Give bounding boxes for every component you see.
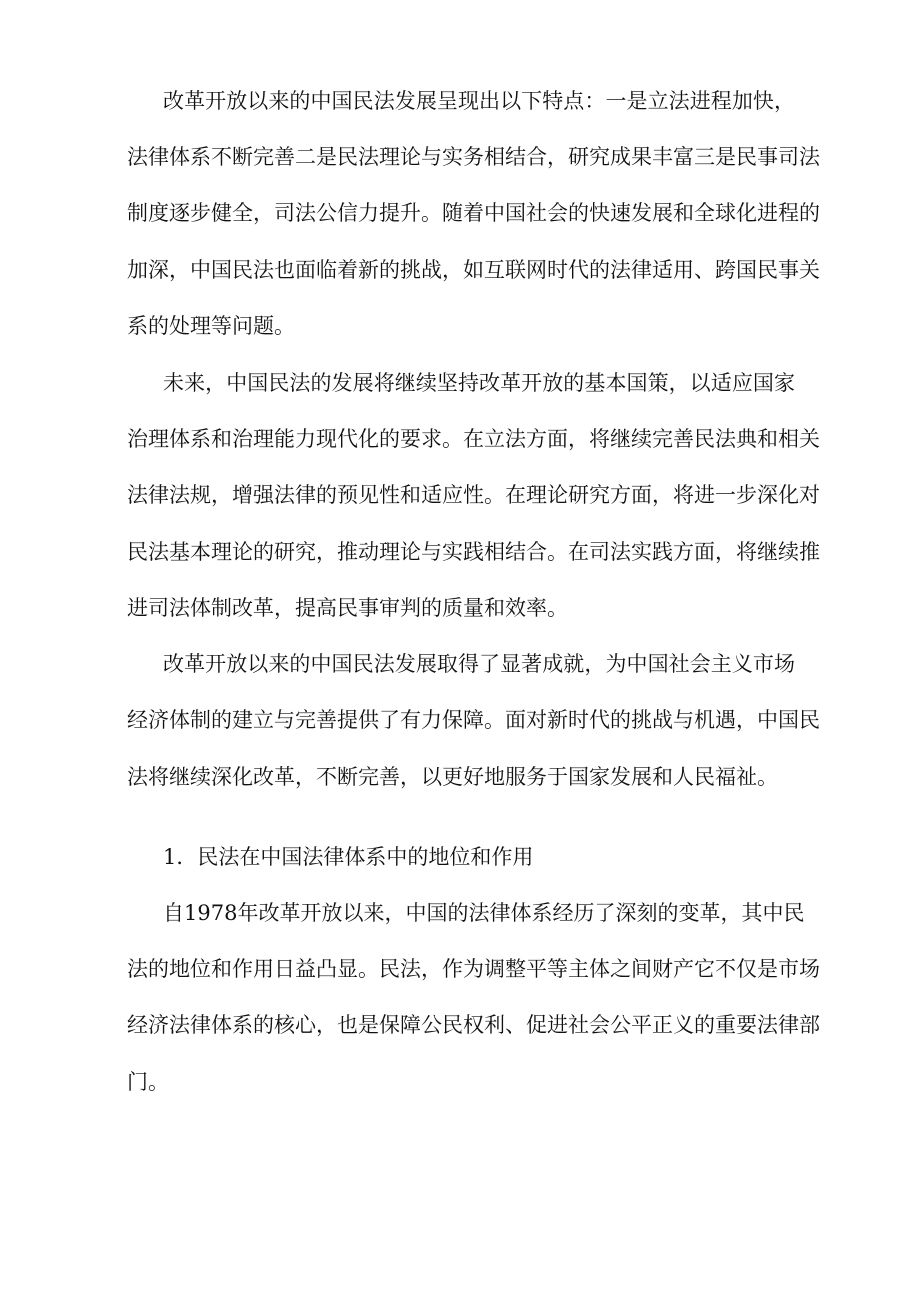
text-line: 改革开放以来的中国民法发展呈现出以下特点：一是立法进程加快， (163, 89, 795, 113)
text-line: 系的处理等问题。 (127, 314, 295, 338)
text-line: 法律体系不断完善二是民法理论与实务相结合，研究成果丰富三是民事司法 (127, 145, 820, 169)
text-line: 法律法规，增强法律的预见性和适应性。在理论研究方面，将进一步深化对 (127, 483, 820, 507)
text-line: 法的地位和作用日益凸显。民法，作为调整平等主体之间财产它不仅是市场 (127, 957, 820, 981)
text-line: 经济体制的建立与完善提供了有力保障。面对新时代的挑战与机遇，中国民 (127, 708, 820, 732)
section-heading: 1．民法在中国法律体系中的地位和作用 (163, 845, 534, 869)
text-line: 法将继续深化改革，不断完善，以更好地服务于国家发展和人民福祉。 (127, 765, 778, 789)
text-line: 加深，中国民法也面临着新的挑战，如互联网时代的法律适用、跨国民事关 (127, 258, 820, 282)
text-line: 自1978年改革开放以来，中国的法律体系经历了深刻的变革，其中民 (163, 901, 805, 925)
text-line: 经济法律体系的核心，也是保障公民权利、促进社会公平正义的重要法律部 (127, 1013, 820, 1037)
text-line: 门。 (127, 1070, 169, 1094)
text-line: 治理体系和治理能力现代化的要求。在立法方面，将继续完善民法典和相关 (127, 427, 820, 451)
text-line: 进司法体制改革，提高民事审判的质量和效率。 (127, 596, 568, 620)
text-line: 制度逐步健全，司法公信力提升。随着中国社会的快速发展和全球化进程的 (127, 201, 820, 225)
text-line: 改革开放以来的中国民法发展取得了显著成就，为中国社会主义市场 (163, 652, 795, 676)
text-line: 未来，中国民法的发展将继续坚持改革开放的基本国策，以适应国家 (163, 371, 795, 395)
text-line: 民法基本理论的研究，推动理论与实践相结合。在司法实践方面，将继续推 (127, 540, 820, 564)
